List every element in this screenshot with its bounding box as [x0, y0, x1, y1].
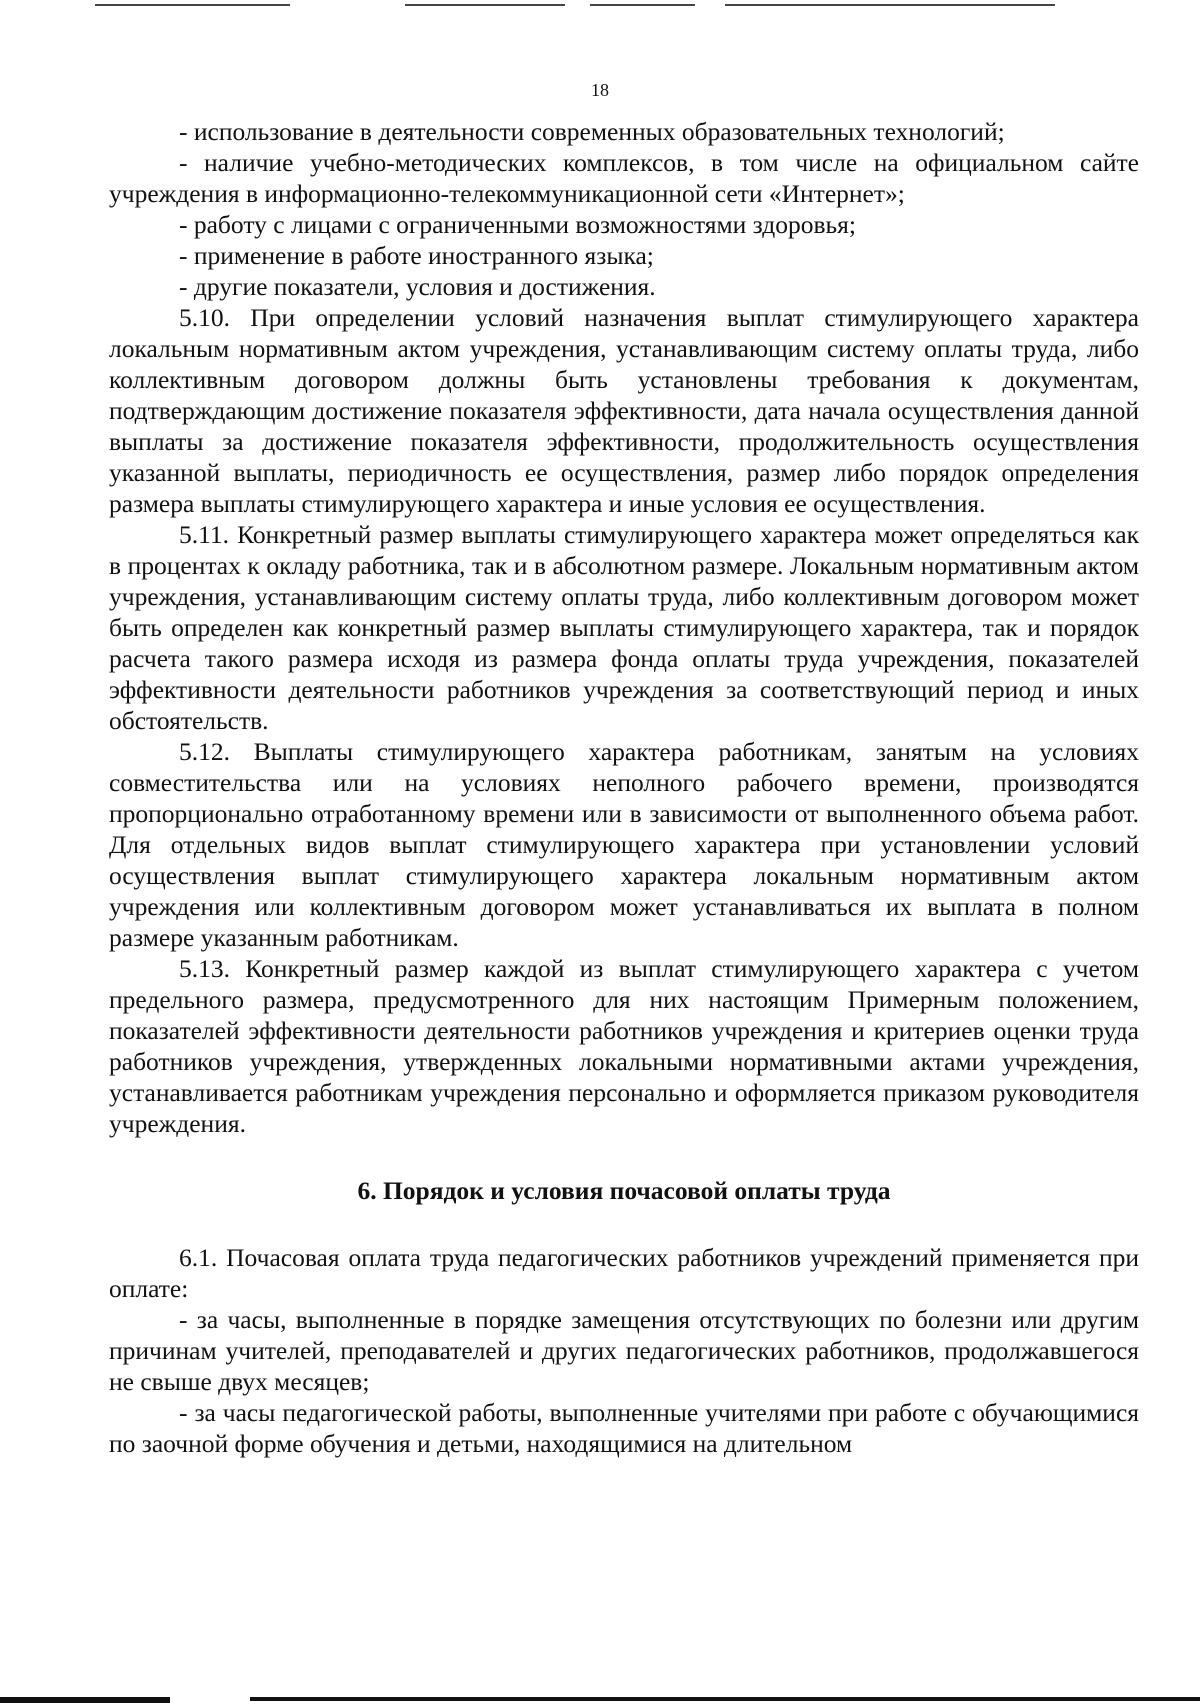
- paragraph-6-1: 6.1. Почасовая оплата труда педагогических работников учреждений применяется при оплате:: [109, 1243, 1139, 1303]
- scan-artifact-line: [95, 4, 290, 6]
- scan-artifact-bar: [0, 1697, 170, 1703]
- document-body: [109, 116, 1139, 1459]
- list-item: - наличие учебно-методических комплексов, в том числе на официальном сайте учреждения в информационно-телекоммуникационной сети «Интернет»;: [109, 148, 1139, 208]
- scan-artifact-line: [590, 4, 695, 6]
- paragraph-5-10: 5.10. При определении условий назначения выплат стимулирующего характера локальным нормативным актом учреждения, устанавливающим систему оплаты труда, либо коллективным договором должны быть установлены требования к документам, подтверждающим достижение показателя эффективности, дата начала осуществления данной выплаты за достижение показателя эффективности, продолжительность осуществления указанной выплаты, периодичность ее осуществления, размер либо порядок определения размера выплаты стимулирующего характера и иные условия ее осуществления.: [109, 303, 1139, 518]
- scan-artifact-line: [725, 4, 1055, 6]
- list-item: - другие показатели, условия и достижения.: [179, 272, 656, 301]
- paragraph-5-13: 5.13. Конкретный размер каждой из выплат стимулирующего характера с учетом предельного размера, предусмотренного для них настоящим Примерным положением, показателей эффективности деятельности работников учреждения и критериев оценки труда работников учреждения, утвержденных локальными нормативными актами учреждения, устанавливается работникам учреждения персонально и оформляется приказом руководителя учреждения.: [109, 954, 1139, 1138]
- list-item: - за часы педагогической работы, выполненные учителями при работе с обучающимися по заочной форме обучения и детьми, находящимися на длительном: [109, 1398, 1139, 1458]
- section-heading: 6. Порядок и условия почасовой оплаты труда: [357, 1176, 891, 1205]
- page-number: 18: [591, 80, 609, 100]
- list-item: - применение в работе иностранного языка;: [179, 241, 654, 270]
- paragraph-5-12: 5.12. Выплаты стимулирующего характера работникам, занятым на условиях совместительства или на условиях неполного рабочего времени, производятся пропорционально отработанному времени или в зависимости от выполненного объема работ. Для отдельных видов выплат стимулирующего характера при установлении условий осуществления выплат стимулирующего характера локальным нормативным актом учреждения или коллективным договором может устанавливаться их выплата в полном размере указанным работникам.: [109, 737, 1139, 952]
- list-item: - за часы, выполненные в порядке замещения отсутствующих по болезни или другим причинам учителей, преподавателей и других педагогических работников, продолжавшегося не свыше двух месяцев;: [109, 1305, 1139, 1396]
- list-item: - работу с лицами с ограниченными возможностями здоровья;: [179, 210, 856, 239]
- list-item: - использование в деятельности современных образовательных технологий;: [179, 117, 1005, 146]
- paragraph-5-11: 5.11. Конкретный размер выплаты стимулирующего характера может определяться как в процентах к окладу работника, так и в абсолютном размере. Локальным нормативным актом учреждения, устанавливающим систему оплаты труда, либо коллективным договором может быть определен как конкретный размер выплаты стимулирующего характера, так и порядок расчета такого размера исходя из размера фонда оплаты труда учреждения, показателей эффективности деятельности работников учреждения за соответствующий период и иных обстоятельств.: [109, 520, 1139, 735]
- scan-bottom-edge: [0, 1691, 1200, 1705]
- scan-artifact-bar: [250, 1697, 1200, 1701]
- scan-top-edge: [0, 0, 1200, 12]
- scan-artifact-line: [405, 4, 565, 6]
